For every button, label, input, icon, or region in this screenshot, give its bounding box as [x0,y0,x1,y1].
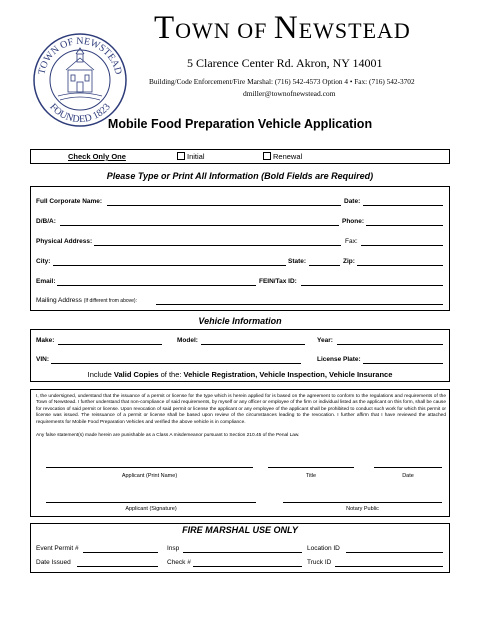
date-caption: Date [402,473,414,479]
seal-text-bottom: FOUNDED 1823 [47,101,113,126]
license-plate-label: License Plate: [317,356,361,363]
vin-field[interactable] [51,363,301,364]
license-plate-field[interactable] [363,363,443,364]
applicant-signature-field[interactable] [46,502,256,503]
town-address: 5 Clarence Center Rd. Akron, NY 14001 [187,56,383,70]
model-field[interactable] [201,344,305,345]
mailing-address-note: (If different from above): [83,298,137,304]
check-number-label: Check # [167,559,191,566]
mailing-address-text: Mailing Address [36,297,82,304]
copies-bold-1: Valid Copies [113,370,159,379]
town-title-initial-n: N [273,10,299,46]
insp-field[interactable] [183,552,302,553]
town-title-part-a: OWN OF [175,18,274,43]
check-number-field[interactable] [193,566,302,567]
renewal-label: Renewal [273,152,303,161]
copies-pre: Include [87,370,114,379]
phone-field[interactable] [366,225,443,226]
initial-checkbox[interactable] [177,152,185,160]
seal-text-top: TOWN OF NEWSTEAD [36,35,124,76]
applicant-print-name-caption: Applicant (Print Name) [121,473,178,479]
copies-mid: of the: [158,370,184,379]
zip-label: Zip: [343,258,355,265]
renewal-checkbox[interactable] [263,152,271,160]
notary-public-caption: Notary Public [346,506,379,512]
fein-field[interactable] [301,285,443,286]
phone-label: Phone: [342,218,365,225]
year-field[interactable] [337,344,443,345]
copies-bold-2: Vehicle Registration, Vehicle Inspection, Vehicle Insurance [183,370,393,379]
town-title-initial-t: T [154,10,176,46]
contact-email: dmiller@townofnewstead.com [243,89,336,98]
town-seal [30,28,130,128]
mailing-address-label [36,297,137,304]
dba-label: D/B/A: [36,218,56,225]
initial-option[interactable] [177,152,205,161]
dba-field[interactable] [60,225,339,226]
fein-label: FEIN/Tax ID: [259,278,297,285]
make-field[interactable] [58,344,162,345]
location-id-label: Location ID [307,545,340,552]
title-caption: Title [305,473,317,479]
fax-field[interactable] [361,245,443,246]
mailing-address-field[interactable] [156,304,443,305]
event-permit-label: Event Permit # [36,545,79,552]
form-title: Mobile Food Preparation Vehicle Application [107,117,373,131]
city-label: City: [36,258,51,265]
physical-address-field[interactable] [94,245,341,246]
corp-name-field[interactable] [107,205,341,206]
signature-date-field[interactable] [374,467,442,468]
town-title-part-b: EWSTEAD [298,18,411,43]
vin-label: VIN: [36,356,49,363]
truck-id-field[interactable] [335,566,443,567]
make-label: Make: [36,337,55,344]
town-title [154,10,411,47]
contact-line: Building/Code Enforcement/Fire Marshal: (716) 542-4573 Option 4 • Fax: (716) 542-3702 [149,77,415,86]
model-label: Model: [177,337,198,344]
event-permit-field[interactable] [83,552,158,553]
date-field[interactable] [363,205,443,206]
state-field[interactable] [309,265,340,266]
fax-label: Fax: [345,238,358,245]
date-issued-label: Date Issued [36,559,71,566]
applicant-print-name-field[interactable] [46,467,253,468]
email-field[interactable] [57,285,256,286]
copies-instruction [0,370,480,379]
year-label: Year: [317,337,333,344]
date-issued-field[interactable] [77,566,158,567]
check-only-one-label: Check Only One [68,152,126,161]
vehicle-heading: Vehicle Information [198,316,282,326]
date-label: Date: [344,198,361,205]
corp-name-label: Full Corporate Name: [36,198,103,205]
title-field[interactable] [268,467,354,468]
fire-marshal-heading: FIRE MARSHAL USE ONLY [182,525,298,535]
instructions-heading: Please Type or Print All Information (Bold Fields are Required) [106,171,374,181]
truck-id-label: Truck ID [307,559,332,566]
agreement-text: I, the undersigned, understand that the issuance of a permit or license for the type which is herein applied for is based on the agreement to conform to the regulations and requirements of the Town of Newstead. I further understand that non-compliance of said requirements, by myself or any officer or employee of the firm or individual listed as the applicant on this form, shall be cause for revocation of said permit or license. Upon revocation of said permit or license the applicant or any employee of the applicant shall be prohibited to conduct such work for which this permit or license was issued. The reissuance of a permit or license shall be based upon review of the circumstances leading to the revocation. I further affirm that I have reviewed the attached requirements for Mobile Food Preparation Vehicles and verified the above vehicle is in compliance. [36,394,446,425]
initial-label: Initial [187,152,205,161]
email-label: Email: [36,278,56,285]
location-id-field[interactable] [346,552,443,553]
physical-address-label: Physical Address: [36,238,93,245]
renewal-option[interactable] [263,152,302,161]
applicant-signature-caption: Applicant (Signature) [125,506,177,512]
state-label: State: [288,258,307,265]
notary-public-field[interactable] [283,502,442,503]
penal-law-text: Any false statement(s) made herein are punishable as a Class A misdemeanor pursuant to Section 210.45 of the Penal Law. [36,433,300,438]
insp-label: Insp [167,545,180,552]
city-field[interactable] [53,265,286,266]
zip-field[interactable] [357,265,443,266]
